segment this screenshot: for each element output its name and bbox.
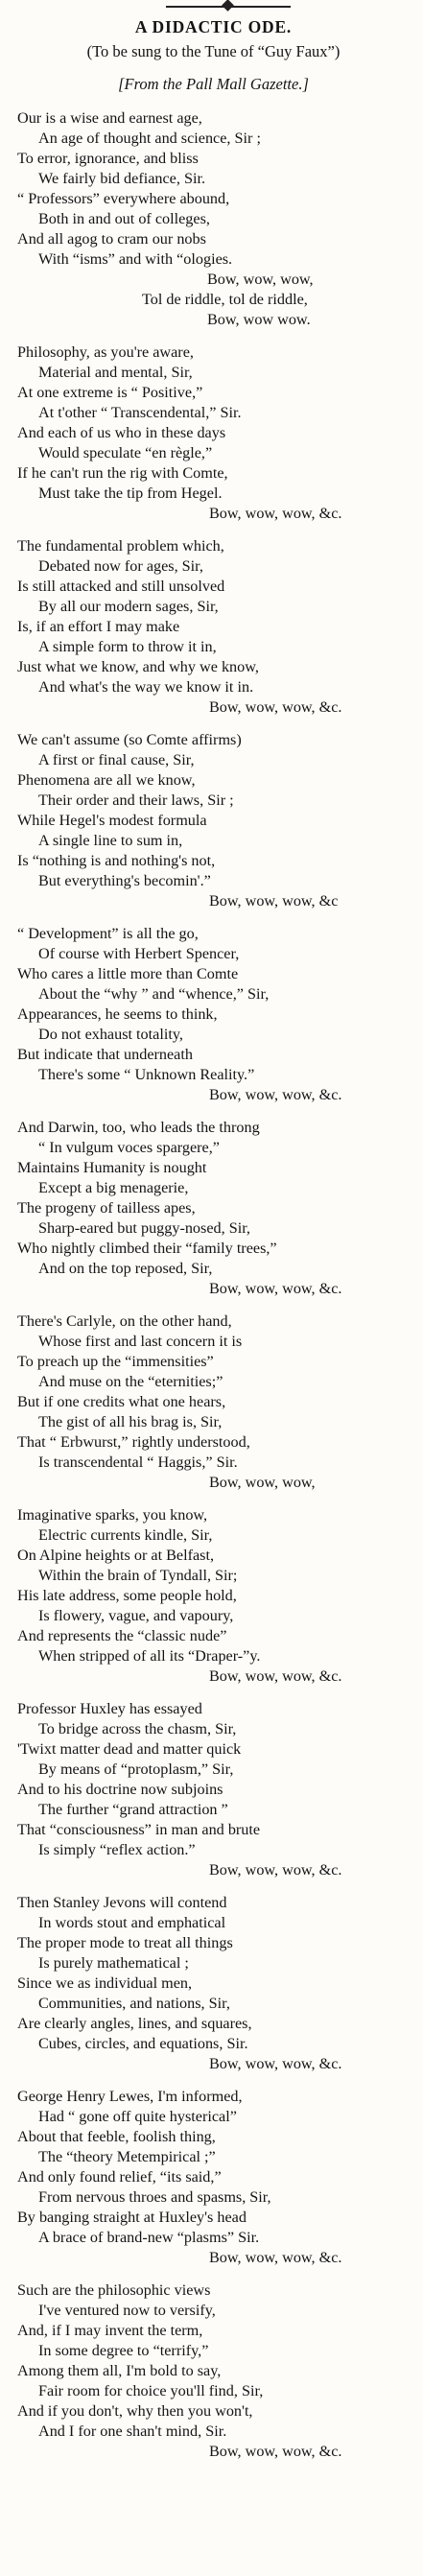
stanza [17,1312,410,1493]
poem-line: Bow, wow, wow, &c. [209,2443,342,2460]
poem-line: A brace of brand-new “plasms” Sir. [38,2229,260,2246]
poem-line: Who nightly climbed their “family trees,” [17,1240,277,1257]
poem-line: That “consciousness” in man and brute [17,1821,261,1838]
poem-line: Then Stanley Jevons will contend [17,1894,227,1911]
poem-line: “ Development” is all the go, [17,925,199,942]
poem-line: In words stout and emphatical [38,1914,226,1931]
poem-line: Had “ gone off quite hysterical” [38,2108,237,2125]
poem-line: And what's the way we know it in. [38,678,254,696]
poem-line: The proper mode to treat all things [17,1934,233,1951]
poem-line: I've ventured now to versify, [38,2302,216,2319]
poem-line: By means of “protoplasm,” Sir, [38,1761,234,1778]
stanza [17,1699,410,1880]
poem-line: That “ Erbwurst,” rightly understood, [17,1433,250,1451]
poem-line: Is, if an effort I may make [17,618,180,635]
poem-line: We fairly bid defiance, Sir. [38,170,205,187]
poem-line: At t'other “ Transcendental,” Sir. [38,404,242,421]
poem-line: Bow, wow, wow, &c. [209,2249,342,2266]
poem-line: Bow, wow, wow, [209,1474,316,1491]
poem-line: Fair room for choice you'll find, Sir, [38,2382,264,2399]
poem-line: And only found relief, “its said,” [17,2168,222,2186]
poem-line: On Alpine heights or at Belfast, [17,1547,215,1564]
poem-line: Communities, and nations, Sir, [38,1995,230,2012]
poem-line: To bridge across the chasm, Sir, [38,1720,237,1737]
poem-line: Appearances, he seems to think, [17,1005,218,1023]
stanza [17,1893,410,2074]
poem-line: And Darwin, too, who leads the throng [17,1119,260,1136]
poem-line: And if you don't, why then you won't, [17,2402,253,2420]
poem-line: Since we as individual men, [17,1974,193,1992]
poem-line: Maintains Humanity is nought [17,1159,207,1176]
poem-line: Is purely mathematical ; [38,1954,189,1972]
stanza [17,924,410,1105]
poem-line: “ In vulgum voces spargere,” [38,1139,220,1156]
header-ornament [17,0,410,13]
poem-line: The “theory Metempirical ;” [38,2148,216,2165]
poem-line: But indicate that underneath [17,1046,193,1063]
poem-line: A simple form to throw it in, [38,638,217,655]
poem-line: A single line to sum in, [38,832,183,849]
stanza [17,1505,410,1687]
poem-line: Their order and their laws, Sir ; [38,792,234,809]
poem-line: Bow, wow, wow, &c. [209,505,342,522]
poem-title: A DIDACTIC ODE. [134,17,293,36]
poem-line: With “isms” and with “ologies. [38,250,233,268]
poem-line: There's Carlyle, on the other hand, [17,1312,232,1330]
poem-line: Do not exhaust totality, [38,1026,183,1043]
poem-line: Among them all, I'm bold to say, [17,2362,222,2379]
poem-line: Imaginative sparks, you know, [17,1506,208,1524]
poem-line: About the “why ” and “whence,” Sir, [38,985,270,1003]
poem-line: Whose first and last concern it is [38,1333,243,1350]
poem-line: By all our modern sages, Sir, [38,598,219,615]
poem-line: Such are the philosophic views [17,2281,211,2299]
poem-source: [From the Pall Mall Gazette.] [118,75,309,93]
poem-line: Tol de riddle, tol de riddle, [142,291,308,308]
poem-line: The progeny of tailless apes, [17,1199,196,1217]
poem-line: And all agog to cram our nobs [17,230,206,248]
poem-line: Is flowery, vague, and vapoury, [38,1607,234,1624]
poem-line: If he can't run the rig with Comte, [17,464,228,482]
poem-line: Bow, wow, wow, [207,271,314,288]
poem-subtitle: (To be sung to the Tune of “Guy Faux”) [86,42,341,60]
poem-line: Of course with Herbert Spencer, [38,945,240,962]
poem-line: But everything's becomin'.” [38,872,211,889]
poem-body [17,108,410,2462]
poem-line: Our is a wise and earnest age, [17,109,202,127]
stanza [17,1118,410,1299]
poem-line: Just what we know, and why we know, [17,658,259,675]
poem-line: Bow, wow, wow, &c [209,892,339,910]
poem-line: Bow, wow, wow, &c. [209,2055,342,2072]
poem-line: About that feeble, foolish thing, [17,2128,216,2145]
poem-line: When stripped of all its “Draper-”y. [38,1647,261,1665]
poem-line: At one extreme is “ Positive,” [17,384,203,401]
poem-line: Bow, wow, wow, &c. [209,1667,342,1685]
poem-line: Bow, wow, wow, &c. [209,1861,342,1879]
poem-line: And muse on the “eternities;” [38,1373,223,1390]
stanza [17,536,410,718]
poem-line: And to his doctrine now subjoins [17,1781,223,1798]
poem-line: By banging straight at Huxley's head [17,2209,247,2226]
poem-line: An age of thought and science, Sir ; [38,130,261,147]
poem-line: There's some “ Unknown Reality.” [38,1066,255,1083]
poem-line: We can't assume (so Comte affirms) [17,731,242,748]
poem-line: The fundamental problem which, [17,537,224,555]
poem-line: Who cares a little more than Comte [17,965,239,982]
poem-line: A first or final cause, Sir, [38,751,195,768]
poem-line: The gist of all his brag is, Sir, [38,1413,223,1430]
poem-line: Sharp-eared but puggy-nosed, Sir, [38,1219,250,1237]
poem-line: George Henry Lewes, I'm informed, [17,2088,243,2105]
poem-line: Cubes, circles, and equations, Sir. [38,2035,248,2052]
poem-line: To preach up the “immensities” [17,1353,214,1370]
poem-line: His late address, some people hold, [17,1587,237,1604]
poem-line: Are clearly angles, lines, and squares, [17,2015,252,2032]
poem-line: And I for one shan't mind, Sir. [38,2422,227,2440]
poem-line: Electric currents kindle, Sir, [38,1526,213,1544]
stanza [17,343,410,524]
poem-line: Within the brain of Tyndall, Sir; [38,1567,238,1584]
poem-line: And represents the “classic nude” [17,1627,227,1644]
poem-line: 'Twixt matter dead and matter quick [17,1740,242,1758]
poem-line: Bow, wow, wow, &c. [209,1280,342,1297]
stanza [17,730,410,911]
poem-line: Is still attacked and still unsolved [17,578,225,595]
poem-line: Both in and out of colleges, [38,210,210,227]
poem-line: Except a big menagerie, [38,1179,189,1196]
stanza [17,2087,410,2268]
poem-line: Bow, wow wow. [207,311,311,328]
poem-line: Is simply “reflex action.” [38,1841,196,1858]
stanza [17,108,410,330]
poem-line: Material and mental, Sir, [38,364,193,381]
poem-line: But if one credits what one hears, [17,1393,226,1410]
poem-line: In some degree to “terrify,” [38,2342,209,2359]
poem-line: Bow, wow, wow, &c. [209,1086,342,1103]
poem-line: The further “grand attraction ” [38,1801,228,1818]
poem-line: Would speculate “en règle,” [38,444,213,461]
diamond-icon [222,0,234,12]
stanza [17,2281,410,2462]
poem-line: While Hegel's modest formula [17,812,207,829]
poem-line: Professor Huxley has essayed [17,1700,202,1717]
poem-line: To error, ignorance, and bliss [17,150,199,167]
poem-line: From nervous throes and spasms, Sir, [38,2188,271,2206]
poem-line: Is transcendental “ Haggis,” Sir. [38,1453,238,1471]
poem-line: Debated now for ages, Sir, [38,557,203,575]
poem-line: And each of us who in these days [17,424,226,441]
poem-line: Must take the tip from Hegel. [38,484,223,502]
poem-line: Is “nothing is and nothing's not, [17,852,216,869]
poem-line: Phenomena are all we know, [17,771,196,789]
poem-line: And on the top reposed, Sir, [38,1260,213,1277]
poem-line: Philosophy, as you're aware, [17,343,194,361]
poem-line: And, if I may invent the term, [17,2322,203,2339]
poem-line: “ Professors” everywhere abound, [17,190,230,207]
poem-line: Bow, wow, wow, &c. [209,698,342,716]
